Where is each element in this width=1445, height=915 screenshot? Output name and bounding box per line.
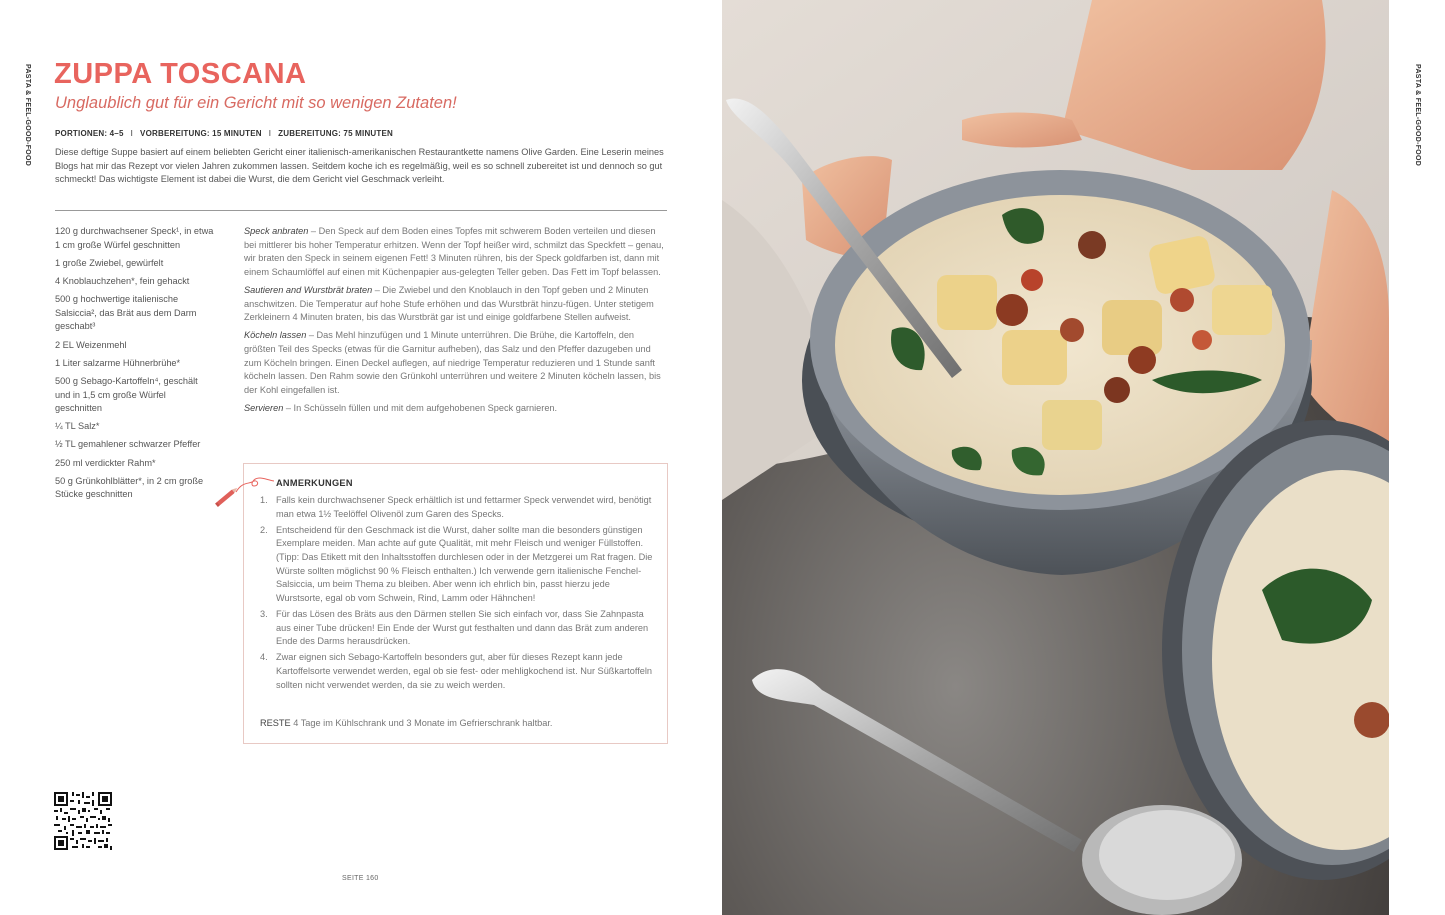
step-text: – In Schüsseln füllen und mit dem aufgehobenen Speck garnieren.: [283, 402, 558, 413]
recipe-meta: [55, 129, 393, 138]
note-number: 4.: [260, 652, 268, 663]
servings: PORTIONEN: 4–5: [55, 129, 124, 138]
ingredient-item: 1 Liter salzarme Hühnerbrühe*: [55, 357, 181, 368]
ingredient-item: 120 g durchwachsener Speck¹, in etwa 1 cm große Würfel geschnitten: [55, 226, 214, 250]
ingredient-item: 2 EL Weizenmehl: [55, 339, 127, 350]
ingredient-item: 50 g Grünkohlblätter*, in 2 cm große Stücke geschnitten: [55, 475, 204, 500]
note-text: Entscheidend für den Geschmack ist die Wurst, daher sollte man die besonders günstigen Exemplare meiden. Man achte auf gute Qualität, mit mehr Fleisch und weniger Füllstoffen. (Tipp: Das Etikett mit den Inhaltsstoffen durchlesen oder in der Metzgerei um Rat fragen. Die Würste sollten möglichst 90 % Fleisch enthalten.) Ich verwende gern italienische Fenchel-Salsiccia, um beim Thema zu bleiben. Aber wenn ich ehrlich bin, passt hierzu jede Wurstsorte, egal ob vom Schwein, Rind, Lamm oder Hähnchen!: [276, 524, 653, 603]
note-item: [260, 608, 655, 649]
ingredient-item: 500 g Sebago-Kartoffeln⁴, geschält und in 1,5 cm große Würfel geschnitten: [55, 375, 198, 414]
note-number: 1.: [260, 495, 268, 505]
step-text: – Den Speck auf dem Boden eines Topfes mit schwerem Boden verteilen und diesen bei mittlerer bis hoher Temperatur erhitzen. Wenn der Topf heißer wird, schmilzt das Speckfett – genau, wir braten den Speck in seinem eigenen Fett! 3 Minuten rühren, bis der Speck goldfarben ist, dann mit einem Schaumlöffel auf einen mit Küchenpapier aus-gelegten Teller geben. Das Fett im Topf belassen.: [244, 226, 664, 277]
recipe-title: ZUPPA TOSCANA: [54, 58, 307, 90]
recipe-photo: [722, 0, 1389, 915]
meta-separator: I: [268, 129, 272, 138]
prep-time: VORBEREITUNG: 15 MINUTEN: [140, 129, 262, 138]
page-number: SEITE 160: [342, 875, 379, 882]
note-text: Falls kein durchwachsener Speck erhältlich ist und fettarmer Speck verwendet wird, benötigt man etwa 1½ Teelöffel Olivenöl zum Garen des Specks.: [276, 495, 652, 519]
running-head-left: PASTA & FEEL-GOOD-FOOD: [24, 64, 31, 167]
leftovers-text: 4 Tage im Kühlschrank und 3 Monate im Gefrierschrank haltbar.: [290, 718, 553, 728]
notes-list: [260, 494, 655, 695]
ingredient-item: 1 große Zwiebel, gewürfelt: [55, 257, 164, 268]
method-step: [244, 402, 664, 416]
step-name: Speck anbraten: [244, 226, 309, 236]
note-number: 3.: [260, 608, 268, 619]
leftovers-note: [260, 718, 552, 728]
recipe-subtitle: Unglaublich gut für ein Gericht mit so wenigen Zutaten!: [55, 94, 457, 112]
meta-separator: I: [130, 129, 134, 138]
step-name: Köcheln lassen: [244, 330, 307, 341]
ingredient-item: 500 g hochwertige italienische Salsiccia², das Brät aus dem Darm geschabt³: [55, 294, 197, 332]
step-name: Sautieren and Wurstbrät braten: [244, 284, 373, 295]
method-steps: [244, 225, 664, 420]
cook-time: ZUBEREITUNG: 75 MINUTEN: [278, 129, 393, 138]
pencil-icon: [214, 472, 274, 508]
step-name: Servieren: [244, 402, 284, 413]
running-head-right: PASTA & FEEL-GOOD-FOOD: [1414, 64, 1421, 167]
note-item: [260, 494, 655, 521]
step-text: – Das Mehl hinzufügen und 1 Minute unterrühren. Die Brühe, die Kartoffeln, den größten Teil des Specks (etwas für die Garnitur aufheben), das Salz und den Pfeffer dazugeben und zum Köcheln bringen. Einen Deckel auflegen, auf niedrige Temperatur reduzieren und 1 Stunde sanft köcheln lassen. Den Rahm sowie den Grünkohl unterrühren und weitere 2 Minuten köcheln lassen, bis der Kohl eingefallen ist.: [244, 330, 661, 395]
method-step: [244, 329, 664, 397]
qr-code-icon[interactable]: [54, 792, 112, 850]
note-item: [260, 524, 655, 606]
ingredient-list: [55, 225, 215, 507]
recipe-intro: Diese deftige Suppe basiert auf einem beliebten Gericht einer italienisch-amerikanischen Restaurantkette namens Olive Garden. Eine Leserin meines Blogs hat mir das Rezept vor vielen Jahren zukommen lassen. Seitdem koche ich es regelmäßig, weil es so schnell zubereitet ist und dennoch so gut schmeckt! Das wichtigste Element ist dabei die Wurst, die dem Gericht viel Geschmack verleiht.: [55, 147, 664, 185]
method-step: [244, 284, 664, 325]
ingredient-item: ½ TL gemahlener schwarzer Pfeffer: [55, 439, 201, 450]
step-text: – Die Zwiebel und den Knoblauch in den Topf geben und 2 Minuten anschwitzen. Die Temperatur auf hohe Stufe erhöhen und das Wurstbrät hinzu-fügen. Unter stetigem Zerkleinern 4 Minuten braten, bis das Wurstbrät gar ist und einige goldfarbene Stellen aufweist.: [244, 284, 654, 323]
note-number: 2.: [260, 524, 268, 535]
notes-title: ANMERKUNGEN: [276, 478, 353, 488]
note-text: Zwar eignen sich Sebago-Kartoffeln besonders gut, aber für dieses Rezept kann jede Kartoffelsorte verwendet werden, egal ob sie fest- oder mehligkochend ist. Nur Süßkartoffeln sollten nicht verwendet werden, da sie zu weich werden.: [276, 652, 653, 690]
ingredient-item: 250 ml verdickter Rahm*: [55, 457, 156, 468]
divider: [55, 210, 667, 211]
leftovers-label: RESTE: [260, 718, 291, 728]
note-item: [260, 651, 655, 692]
left-page: [0, 0, 722, 915]
note-text: Für das Lösen des Bräts aus den Därmen stellen Sie sich einfach vor, dass Sie Zahnpasta aus einer Tube drücken! Ein Ende der Wurst gut festhalten und dann das Brät zum anderen Ende des Darms herausdrücken.: [276, 608, 649, 647]
ingredient-item: 4 Knoblauchzehen*, fein gehackt: [55, 275, 190, 286]
method-step: [244, 225, 664, 279]
notes-box: [243, 463, 668, 744]
ingredient-item: ¼ TL Salz*: [55, 421, 100, 432]
